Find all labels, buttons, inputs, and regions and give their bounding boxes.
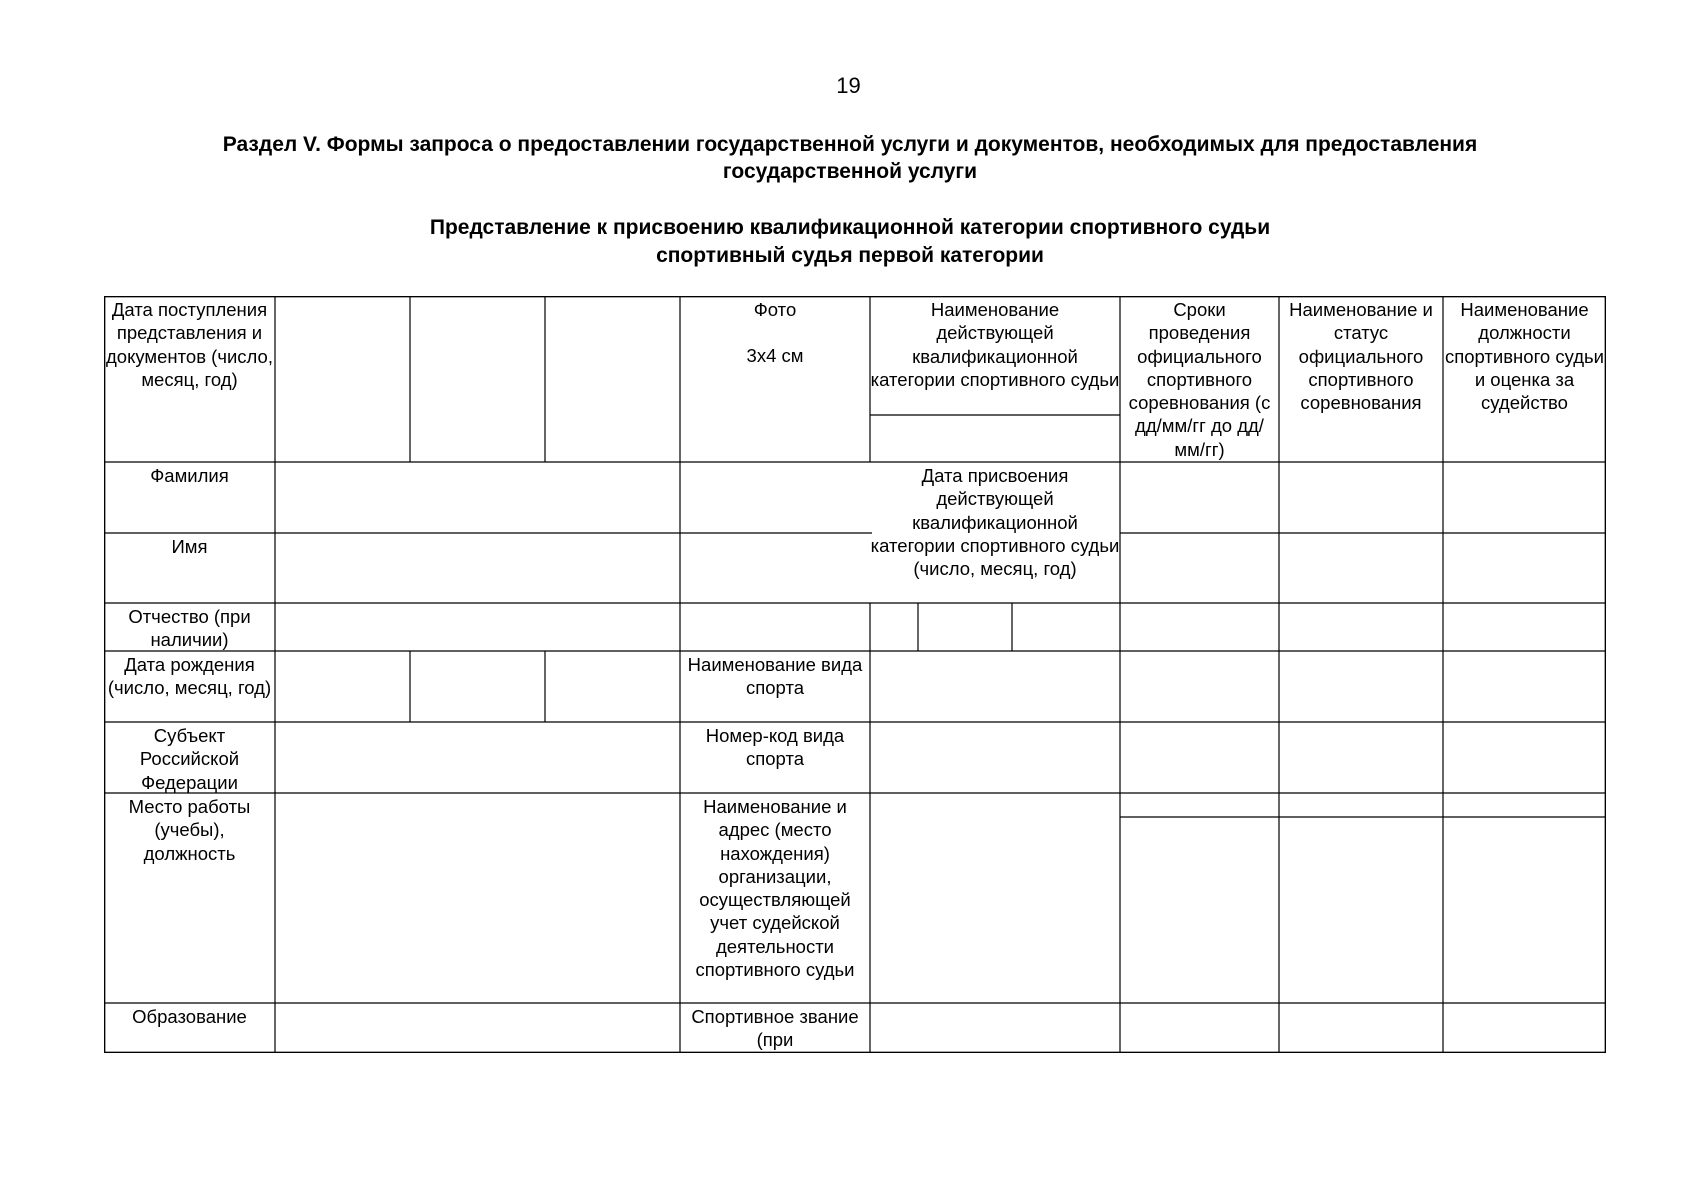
form-title-line-2: спортивный судья первой категории: [656, 244, 1044, 267]
photo-label: Фото: [753, 299, 797, 320]
current-category-name-label: Наименование действующей квалификационной категории спортивного судьи: [870, 299, 1120, 390]
first-name-label: Имя: [171, 536, 208, 557]
sport-title-label: Спортивное звание (при: [691, 1006, 859, 1051]
judge-position-rating-label: Наименование должности спортивного судьи и оценка за судейство: [1444, 299, 1604, 414]
sport-code-label: Номер-код вида спорта: [705, 725, 845, 770]
form-title: [100, 214, 1600, 270]
current-category-date-label: Дата присвоения действующей квалификационной категории спортивного судьи (число, месяц, год): [870, 465, 1120, 580]
surname-label: Фамилия: [150, 465, 229, 486]
photo-placeholder: [680, 296, 870, 462]
patronymic-label: Отчество (при наличии): [128, 606, 251, 651]
section-title-line-2: государственной услуги: [722, 160, 978, 183]
region-label: Субъект Российской Федерации: [139, 725, 240, 793]
photo-size-label: 3x4 см: [746, 345, 804, 367]
application-form-table: [104, 296, 1606, 1053]
section-title: [100, 131, 1600, 185]
education-label: Образование: [132, 1006, 247, 1027]
competition-dates-label: Сроки проведения официального спортивного соревнования (с дд/мм/гг до дд/мм/гг): [1128, 299, 1271, 460]
page-number: 19: [836, 73, 861, 98]
form-title-line-1: Представление к присвоению квалификационной категории спортивного судьи: [429, 216, 1271, 239]
sport-name-label: Наименование вида спорта: [687, 654, 863, 699]
section-title-line-1: Раздел V. Формы запроса о предоставлении государственной услуги и документов, необходимых для предоставления: [222, 133, 1478, 156]
birth-date-label: Дата рождения (число, месяц, год): [107, 654, 272, 699]
workplace-label: Место работы (учебы), должность: [128, 796, 251, 864]
competition-name-status-label: Наименование и статус официального спортивного соревнования: [1289, 299, 1433, 414]
organization-label: Наименование и адрес (место нахождения) организации, осуществляющей учет судейской деятельности спортивного судьи: [695, 796, 855, 981]
date-received-label: Дата поступления представления и документов (число, месяц, год): [106, 299, 273, 390]
